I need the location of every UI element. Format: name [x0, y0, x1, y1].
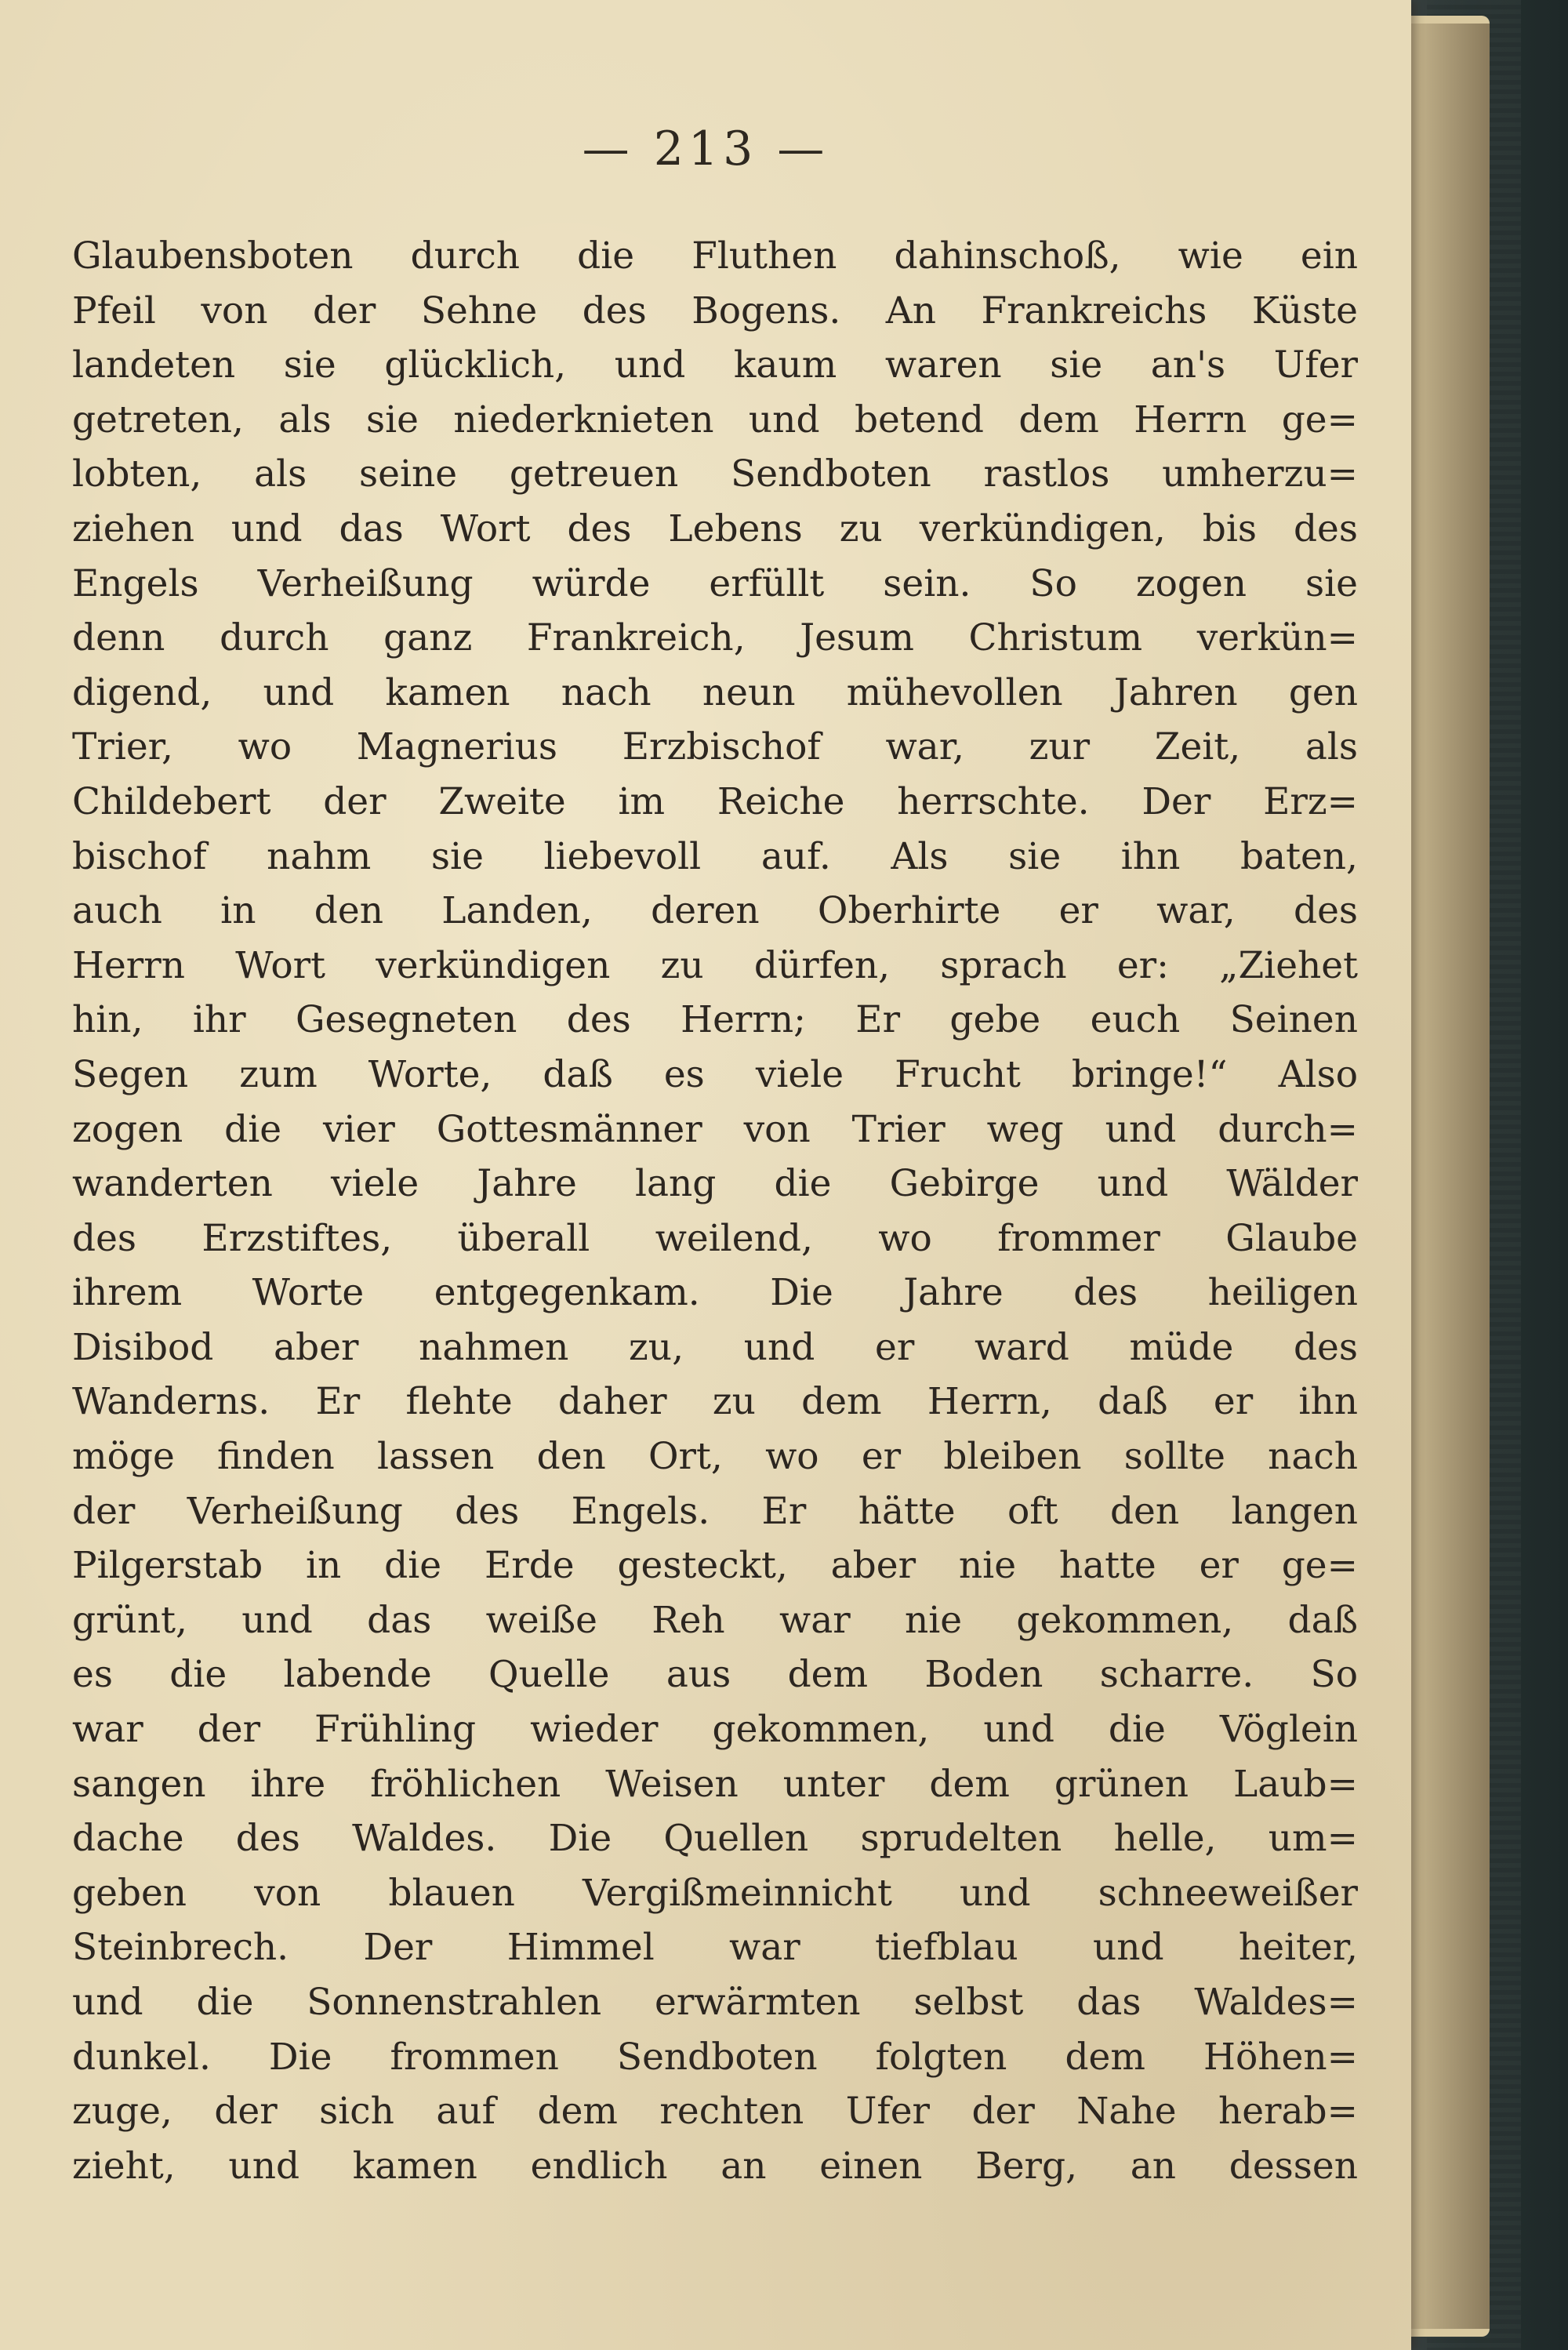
text-line: des Erzstiftes, überall weilend, wo frommer Glaube	[72, 1216, 1358, 1260]
text-line: Herrn Wort verkündigen zu dürfen, sprach er: „Ziehet	[72, 943, 1358, 987]
page-number: — 213 —	[582, 122, 829, 176]
text-line: und die Sonnenstrahlen erwärmten selbst das Waldes=	[72, 1981, 1358, 2024]
text-line: Engels Verheißung würde erfüllt sein. So zogen sie	[72, 561, 1358, 605]
text-line: möge finden lassen den Ort, wo er bleiben sollte nach	[72, 1435, 1358, 1479]
text-line: zieht, und kamen endlich an einen Berg, an dessen	[72, 2144, 1358, 2188]
text-line: der Verheißung des Engels. Er hätte oft den langen	[72, 1489, 1358, 1533]
text-line: denn durch ganz Frankreich, Jesum Christum verkün=	[72, 616, 1358, 660]
text-line: digend, und kamen nach neun mühevollen Jahren gen	[72, 670, 1358, 714]
text-line: geben von blauen Vergißmeinnicht und schneeweißer	[72, 1871, 1358, 1915]
text-line: Childebert der Zweite im Reiche herrschte. Der Erz=	[72, 779, 1358, 823]
text-line: Disibod aber nahmen zu, und er ward müde des	[72, 1325, 1358, 1369]
text-line: ihrem Worte entgegenkam. Die Jahre des heiligen	[72, 1271, 1358, 1315]
text-line: bischof nahm sie liebevoll auf. Als sie ihn baten,	[72, 834, 1358, 878]
text-line: zogen die vier Gottesmänner von Trier weg und durch=	[72, 1107, 1358, 1151]
text-line: Glaubensboten durch die Fluthen dahinschoß, wie ein	[72, 234, 1358, 278]
text-line: dunkel. Die frommen Sendboten folgten dem Höhen=	[72, 2035, 1358, 2079]
page-shadow	[1411, 24, 1490, 2329]
text-line: auch in den Landen, deren Oberhirte er war, des	[72, 889, 1358, 933]
body-text	[72, 229, 1358, 2193]
text-line: Segen zum Worte, daß es viele Frucht bringe!“ Also	[72, 1052, 1358, 1096]
text-line: Steinbrech. Der Himmel war tiefblau und heiter,	[72, 1926, 1358, 1970]
text-line: dache des Waldes. Die Quellen sprudelten helle, um=	[72, 1817, 1358, 1861]
text-line: lobten, als seine getreuen Sendboten rastlos umherzu=	[72, 452, 1358, 496]
text-line: sangen ihre fröhlichen Weisen unter dem grünen Laub=	[72, 1762, 1358, 1806]
text-line: ziehen und das Wort des Lebens zu verkündigen, bis des	[72, 507, 1358, 550]
text-line: wanderten viele Jahre lang die Gebirge und Wälder	[72, 1162, 1358, 1206]
text-line: Pilgerstab in die Erde gesteckt, aber nie hatte er ge=	[72, 1544, 1358, 1588]
text-line: getreten, als sie niederknieten und betend dem Herrn ge=	[72, 398, 1358, 441]
text-line: Wanderns. Er flehte daher zu dem Herrn, daß er ihn	[72, 1380, 1358, 1424]
text-line: zuge, der sich auf dem rechten Ufer der Nahe herab=	[72, 2090, 1358, 2134]
text-line: Trier, wo Magnerius Erzbischof war, zur Zeit, als	[72, 725, 1358, 769]
text-line: Pfeil von der Sehne des Bogens. An Frankreichs Küste	[72, 289, 1358, 332]
text-line: landeten sie glücklich, und kaum waren sie an's Ufer	[72, 343, 1358, 387]
text-line: hin, ihr Gesegneten des Herrn; Er gebe euch Seinen	[72, 998, 1358, 1042]
text-line: es die labende Quelle aus dem Boden scharre. So	[72, 1653, 1358, 1697]
text-line: war der Frühling wieder gekommen, und die Vöglein	[72, 1708, 1358, 1752]
text-line: grünt, und das weiße Reh war nie gekommen, daß	[72, 1598, 1358, 1642]
